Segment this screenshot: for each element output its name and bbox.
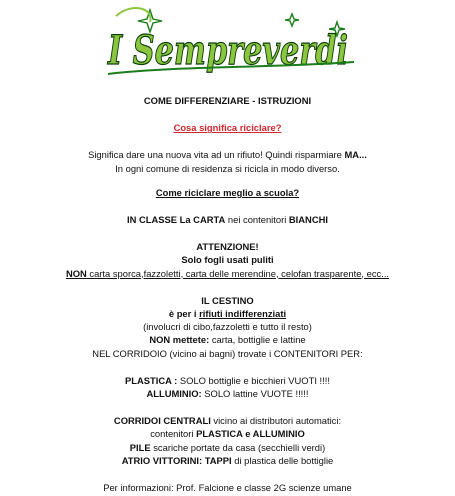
text: SOLO bottiglie e bicchieri VUOTI !!!! [177, 374, 330, 386]
text: scariche portate da casa (secchielli verdi) [150, 441, 326, 453]
label-plastica: PLASTICA : [125, 374, 178, 386]
info-contact: Per informazioni: Prof. Falcione e classe 2G scienze umane [103, 482, 352, 494]
question-school: Come riciclare meglio a scuola? [155, 186, 300, 198]
logo [92, 4, 364, 84]
text: contenitori [150, 428, 197, 440]
text-strong-underlined: rifiuti indifferenziati [199, 308, 287, 320]
label: IN CLASSE La CARTA [127, 214, 226, 226]
rule-aluminium [0, 387, 455, 400]
attention-title: ATTENZIONE! [196, 241, 259, 253]
label-plastica-alluminio: PLASTICA e ALLUMINIO [196, 428, 305, 440]
attention-not-allowed [0, 267, 455, 280]
bin-examples: (involucri di cibo,fazzoletti e tutto il resto) [143, 321, 312, 333]
text-strong: è per i [168, 308, 200, 320]
label-bianchi: BIANCHI [288, 214, 328, 226]
logo-text: I Sempreverdi [107, 27, 348, 74]
label-corridoi: CORRIDOI CENTRALI [113, 415, 211, 427]
text: di plastica delle bottiglie [231, 454, 334, 466]
text: carta, bottiglie e lattine [209, 334, 306, 346]
rule-caps [0, 454, 455, 467]
paragraph-municipality: In ogni comune di residenza si ricicla in modo diverso. [115, 162, 340, 174]
text: nei contenitori [225, 214, 289, 226]
text: vicino ai distributori automatici: [210, 415, 342, 427]
text: carta sporca,fazzoletti, carta delle merendine, celofan trasparente, ecc... [86, 267, 390, 279]
rule-plastic [0, 374, 455, 387]
bin-not-allowed [0, 333, 455, 346]
attention-subtitle: Solo fogli usati puliti [181, 254, 274, 266]
label-alluminio: ALLUMINIO: [146, 388, 202, 400]
label-pile: PILE [129, 441, 151, 453]
rule-classroom [0, 213, 455, 226]
corridor-containers: NEL CORRIDOIO (vicino ai bagni) trovate i CONTENITORI PER: [92, 347, 363, 359]
rule-central-containers [0, 427, 455, 440]
question-recycling: Cosa significa riciclare? [173, 122, 282, 134]
paragraph-meaning [0, 148, 455, 161]
text: SOLO lattine VUOTE !!!!! [201, 388, 309, 400]
document-body [0, 94, 455, 494]
bin-purpose [0, 307, 455, 320]
heading: COME DIFFERENZIARE - ISTRUZIONI [143, 95, 312, 106]
label-non: NON [65, 267, 87, 279]
bin-title: IL CESTINO [201, 294, 254, 306]
label-non: NON mettete: [149, 334, 210, 346]
text-strong: MA... [344, 149, 367, 161]
text: Significa dare una nuova vita ad un rifiuto! Quindi risparmiare [88, 149, 345, 161]
rule-batteries [0, 441, 455, 454]
rule-central-corridors [0, 414, 455, 427]
label-atrio: ATRIO VITTORINI: TAPPI [121, 454, 232, 466]
